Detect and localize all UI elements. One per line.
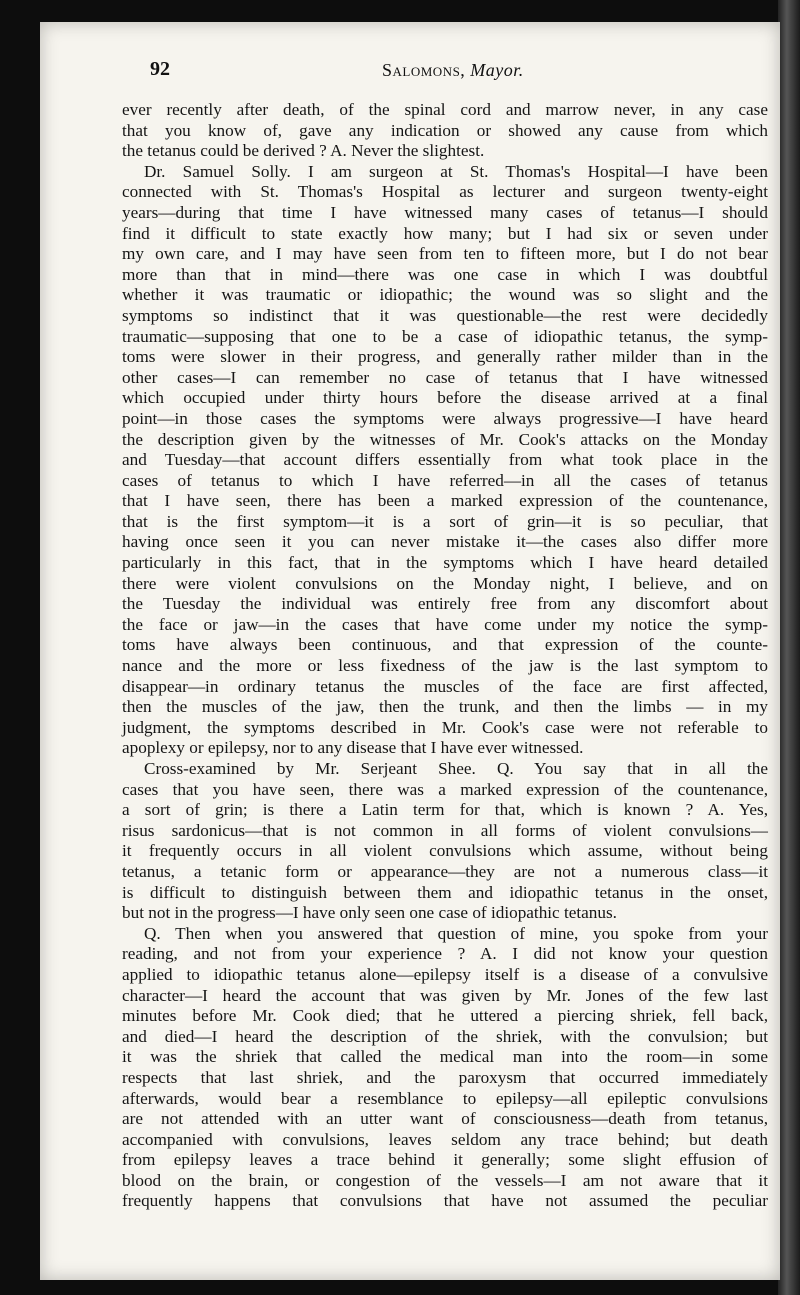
text-line: the face or jaw—in the cases that have come under my notice the symp- xyxy=(122,614,768,634)
text-line: it was the shriek that called the medical man into the room—in some xyxy=(122,1047,768,1067)
text-line: risus sardonicus—that is not common in all forms of violent convulsions— xyxy=(122,820,768,840)
text-line: reading, and not from your experience ? A. I did not know your question xyxy=(122,944,768,964)
text-line: having once seen it you can never mistake it—the cases also differ more xyxy=(122,532,768,552)
text-line: whether it was traumatic or idiopathic; the wound was so slight and the xyxy=(122,285,768,305)
text-line: the description given by the witnesses of Mr. Cook's attacks on the Monday xyxy=(122,429,768,449)
running-head-name: Salomons, xyxy=(382,60,466,80)
text-line: ever recently after death, of the spinal cord and marrow never, in any case xyxy=(122,100,768,119)
text-line: which occupied under thirty hours before the disease arrived at a final xyxy=(122,388,768,408)
text-line: that is the first symptom—it is a sort of grin—it is so peculiar, that xyxy=(122,511,768,531)
text-line: that you know of, gave any indication or showed any cause from which xyxy=(122,120,768,140)
text-line: Q. Then when you answered that question of mine, you spoke from your xyxy=(144,923,768,943)
page-body-text xyxy=(122,100,768,1212)
text-line: point—in those cases the symptoms were always progressive—I have heard xyxy=(122,408,768,428)
text-line: cases of tetanus to which I have referred—in all the cases of tetanus xyxy=(122,470,768,490)
text-line: Cross-examined by Mr. Serjeant Shee. Q. You say that in all the xyxy=(144,759,768,778)
text-line: then the muscles of the jaw, then the trunk, and then the limbs — in my xyxy=(122,697,768,717)
text-line: it frequently occurs in all violent convulsions which assume, without being xyxy=(122,841,768,861)
text-line: that I have seen, there has been a marked expression of the countenance, xyxy=(122,491,768,511)
text-line: years—during that time I have witnessed many cases of tetanus—I should xyxy=(122,202,768,222)
text-line: cases that you have seen, there was a marked expression of the countenance, xyxy=(122,779,768,799)
binding-edge xyxy=(778,0,800,1295)
page-header xyxy=(150,58,750,88)
text-line: my own care, and I may have seen from ten to fifteen more, but I do not bear xyxy=(122,244,768,264)
text-line: particularly in this fact, that in the symptoms which I have heard detailed xyxy=(122,553,768,573)
text-line: connected with St. Thomas's Hospital as lecturer and surgeon twenty-eight xyxy=(122,182,768,202)
text-line: apoplexy or epilepsy, nor to any disease that I have ever witnessed. xyxy=(122,738,584,758)
text-line: the Tuesday the individual was entirely free from any discomfort about xyxy=(122,594,768,614)
text-line: traumatic—supposing that one to be a case of idiopathic tetanus, the symp- xyxy=(122,326,768,346)
text-line: and died—I heard the description of the shriek, with the convulsion; but xyxy=(122,1026,768,1046)
text-line: there were violent convulsions on the Monday night, I believe, and on xyxy=(122,573,768,593)
page-number: 92 xyxy=(150,58,170,80)
text-line: afterwards, would bear a resemblance to epilepsy—all epileptic convulsions xyxy=(122,1088,768,1108)
text-line: character—I heard the account that was given by Mr. Jones of the few last xyxy=(122,985,768,1005)
text-line: applied to idiopathic tetanus alone—epilepsy itself is a disease of a convulsive xyxy=(122,964,768,984)
text-line: accompanied with convulsions, leaves seldom any trace behind; but death xyxy=(122,1129,768,1149)
text-line: judgment, the symptoms described in Mr. Cook's case were not referable to xyxy=(122,717,768,737)
text-line: is difficult to distinguish between them and idiopathic tetanus in the onset, xyxy=(122,882,768,902)
text-line: are not attended with an utter want of consciousness—death from tetanus, xyxy=(122,1109,768,1129)
text-line: the tetanus could be derived ? A. Never the slightest. xyxy=(122,141,485,161)
text-line: minutes before Mr. Cook died; that he uttered a piercing shriek, fell back, xyxy=(122,1006,768,1026)
text-line: but not in the progress—I have only seen one case of idiopathic tetanus. xyxy=(122,903,617,923)
text-line: a sort of grin; is there a Latin term for that, which is known ? A. Yes, xyxy=(122,800,768,820)
text-line: tetanus, a tetanic form or appearance—they are not a numerous class—it xyxy=(122,861,768,881)
text-line: and Tuesday—that account differs essentially from what took place in the xyxy=(122,450,768,470)
text-line: find it difficult to state exactly how many; but I had six or seven under xyxy=(122,223,768,243)
text-line: toms have always been continuous, and that expression of the counte- xyxy=(122,635,768,655)
text-line: disappear—in ordinary tetanus the muscles of the face are first affected, xyxy=(122,676,768,696)
text-line: blood on the brain, or congestion of the vessels—I am not aware that it xyxy=(122,1170,768,1190)
text-line: nance and the more or less fixedness of the jaw is the last symptom to xyxy=(122,656,768,676)
running-head xyxy=(382,60,524,81)
text-line: other cases—I can remember no case of tetanus that I have witnessed xyxy=(122,367,768,387)
text-line: symptoms so indistinct that it was questionable—the rest were decidedly xyxy=(122,305,768,325)
text-line: frequently happens that convulsions that have not assumed the peculiar xyxy=(122,1191,768,1211)
text-line: from epilepsy leaves a trace behind it generally; some slight effusion of xyxy=(122,1150,768,1170)
text-line: respects that last shriek, and the paroxysm that occurred immediately xyxy=(122,1067,768,1087)
running-head-title: Mayor. xyxy=(470,60,524,80)
text-line: toms were slower in their progress, and generally rather milder than in the xyxy=(122,347,768,367)
text-line: Dr. Samuel Solly. I am surgeon at St. Thomas's Hospital—I have been xyxy=(144,161,768,181)
text-line: more than that in mind—there was one case in which I was doubtful xyxy=(122,264,768,284)
